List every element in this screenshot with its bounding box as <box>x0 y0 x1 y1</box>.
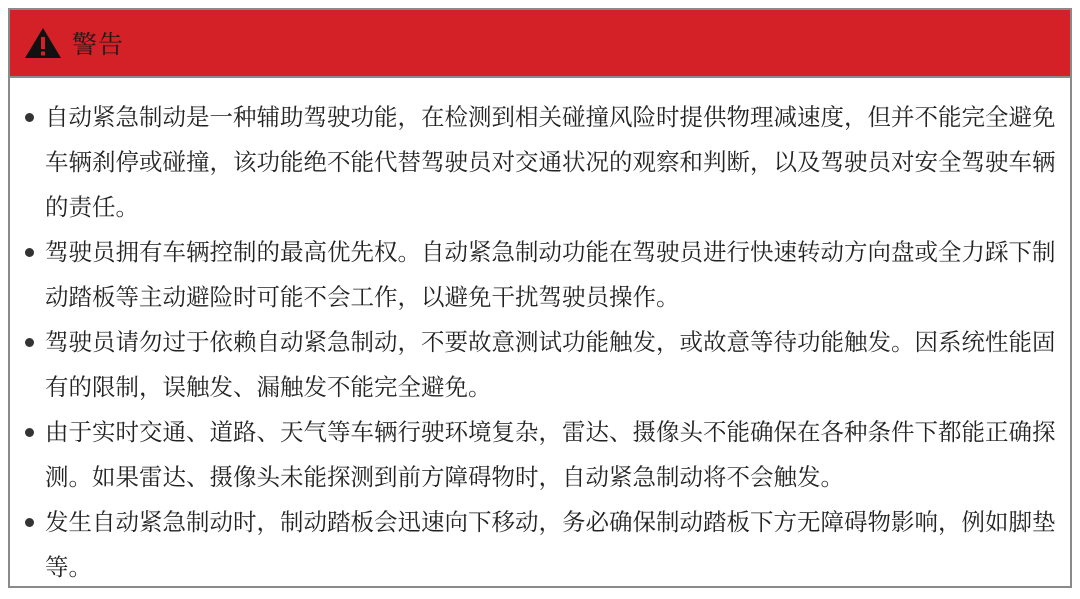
bullet-icon <box>25 338 34 347</box>
warning-item <box>24 320 1062 410</box>
warning-item-text: 自动紧急制动是一种辅助驾驶功能，在检测到相关碰撞风险时提供物理减速度，但并不能完全避免车辆刹停或碰撞，该功能绝不能代替驾驶员对交通状况的观察和判断，以及驾驶员对安全驾驶车辆的责任。 <box>45 103 1056 221</box>
warning-item-text: 驾驶员请勿过于依赖自动紧急制动，不要故意测试功能触发，或故意等待功能触发。因系统性能固有的限制，误触发、漏触发不能完全避免。 <box>45 328 1056 401</box>
warning-item <box>24 500 1062 590</box>
warning-item-text: 驾驶员拥有车辆控制的最高优先权。自动紧急制动功能在驾驶员进行快速转动方向盘或全力踩下制动踏板等主动避险时可能不会工作，以避免干扰驾驶员操作。 <box>45 238 1056 311</box>
warning-title: 警告 <box>72 30 125 59</box>
bullet-icon <box>25 248 34 257</box>
bullet-icon <box>25 518 34 527</box>
warning-item <box>24 410 1062 500</box>
bullet-icon <box>25 113 34 122</box>
warning-item <box>24 95 1062 230</box>
warning-box <box>8 8 1072 588</box>
warning-list <box>10 78 1070 590</box>
warning-item-text: 发生自动紧急制动时，制动踏板会迅速向下移动，务必确保制动踏板下方无障碍物影响，例如脚垫等。 <box>45 508 1056 581</box>
warning-header <box>10 10 1070 78</box>
warning-item <box>24 230 1062 320</box>
warning-triangle-icon <box>24 27 62 59</box>
bullet-icon <box>25 428 34 437</box>
warning-item-text: 由于实时交通、道路、天气等车辆行驶环境复杂，雷达、摄像头不能确保在各种条件下都能正确探测。如果雷达、摄像头未能探测到前方障碍物时，自动紧急制动将不会触发。 <box>45 418 1056 491</box>
